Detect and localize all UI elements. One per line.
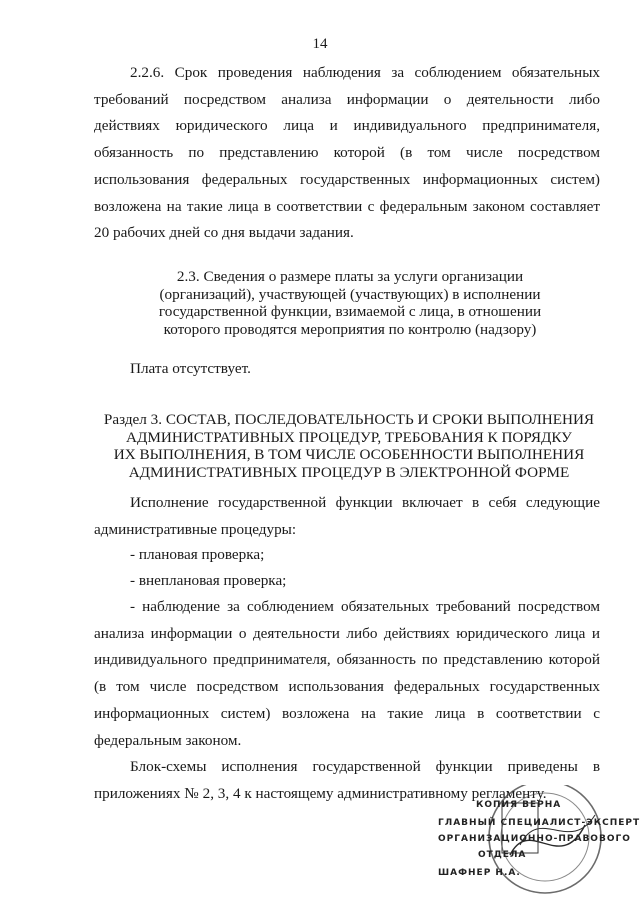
list-item: - плановая проверка; [130, 546, 265, 563]
list-item: - внеплановая проверка; [130, 572, 287, 589]
stamp-line: КОПИЯ ВЕРНА [476, 800, 562, 810]
fee-text: Плата отсутствует. [130, 360, 251, 377]
list-item: - наблюдение за соблюдением обязательных требований посредством анализа информации о деятельности либо действиях юридического лица и индивидуального предпринимателя, обязанность по представлению которой (в том числе посредством использования федеральных государственных информационных систем) возложена на такие лица в соответствии с федеральным законом. [94, 598, 600, 749]
stamp-line: ШАФНЕР Н.А. [438, 868, 521, 878]
page-number: 14 [312, 36, 328, 52]
section-3-heading [94, 411, 604, 481]
heading-line: АДМИНИСТРАТИВНЫХ ПРОЦЕДУР В ЭЛЕКТРОННОЙ ФОРМЕ [128, 463, 570, 481]
heading-line: 2.3. Сведения о размере платы за услуги организации [176, 268, 524, 285]
paragraph-2-2-6: 2.2.6. Срок проведения наблюдения за соблюдением обязательных требований посредством анализа информации о деятельности либо действиях юридического лица и индивидуального предпринимателя, обязанность по представлению которой (в том числе посредством использования федеральных государственных информационных систем) возложена на такие лица в соответствии с федеральным законом составляет 20 рабочих дней со дня выдачи задания. [94, 64, 600, 242]
flowchart-paragraph: Блок-схемы исполнения государственной функции приведены в приложениях № 2, 3, 4 к настоящему административному регламенту. [94, 758, 600, 802]
intro-paragraph: Исполнение государственной функции включает в себя следующие административные процедуры: [94, 494, 600, 538]
heading-line: АДМИНИСТРАТИВНЫХ ПРОЦЕДУР, ТРЕБОВАНИЯ К ПОРЯДКУ [126, 428, 572, 446]
heading-line: которого проводятся мероприятия по контролю (надзору) [163, 320, 537, 338]
heading-line: Раздел 3. СОСТАВ, ПОСЛЕДОВАТЕЛЬНОСТЬ И СРОКИ ВЫПОЛНЕНИЯ [103, 411, 595, 428]
stamp-line: ОТДЕЛА [478, 850, 527, 860]
section-2-3-heading [100, 268, 600, 338]
heading-line: ИХ ВЫПОЛНЕНИЯ, В ТОМ ЧИСЛЕ ОСОБЕННОСТИ ВЫПОЛНЕНИЯ [113, 446, 585, 464]
stamp-line: ГЛАВНЫЙ СПЕЦИАЛИСТ-ЭКСПЕРТ [438, 818, 640, 828]
heading-line: государственной функции, взимаемой с лица, в отношении [158, 303, 542, 321]
heading-line: (организаций), участвующей (участвующих) в исполнении [159, 285, 541, 303]
stamp-line: ОРГАНИЗАЦИОННО-ПРАВОВОГО [438, 834, 631, 844]
